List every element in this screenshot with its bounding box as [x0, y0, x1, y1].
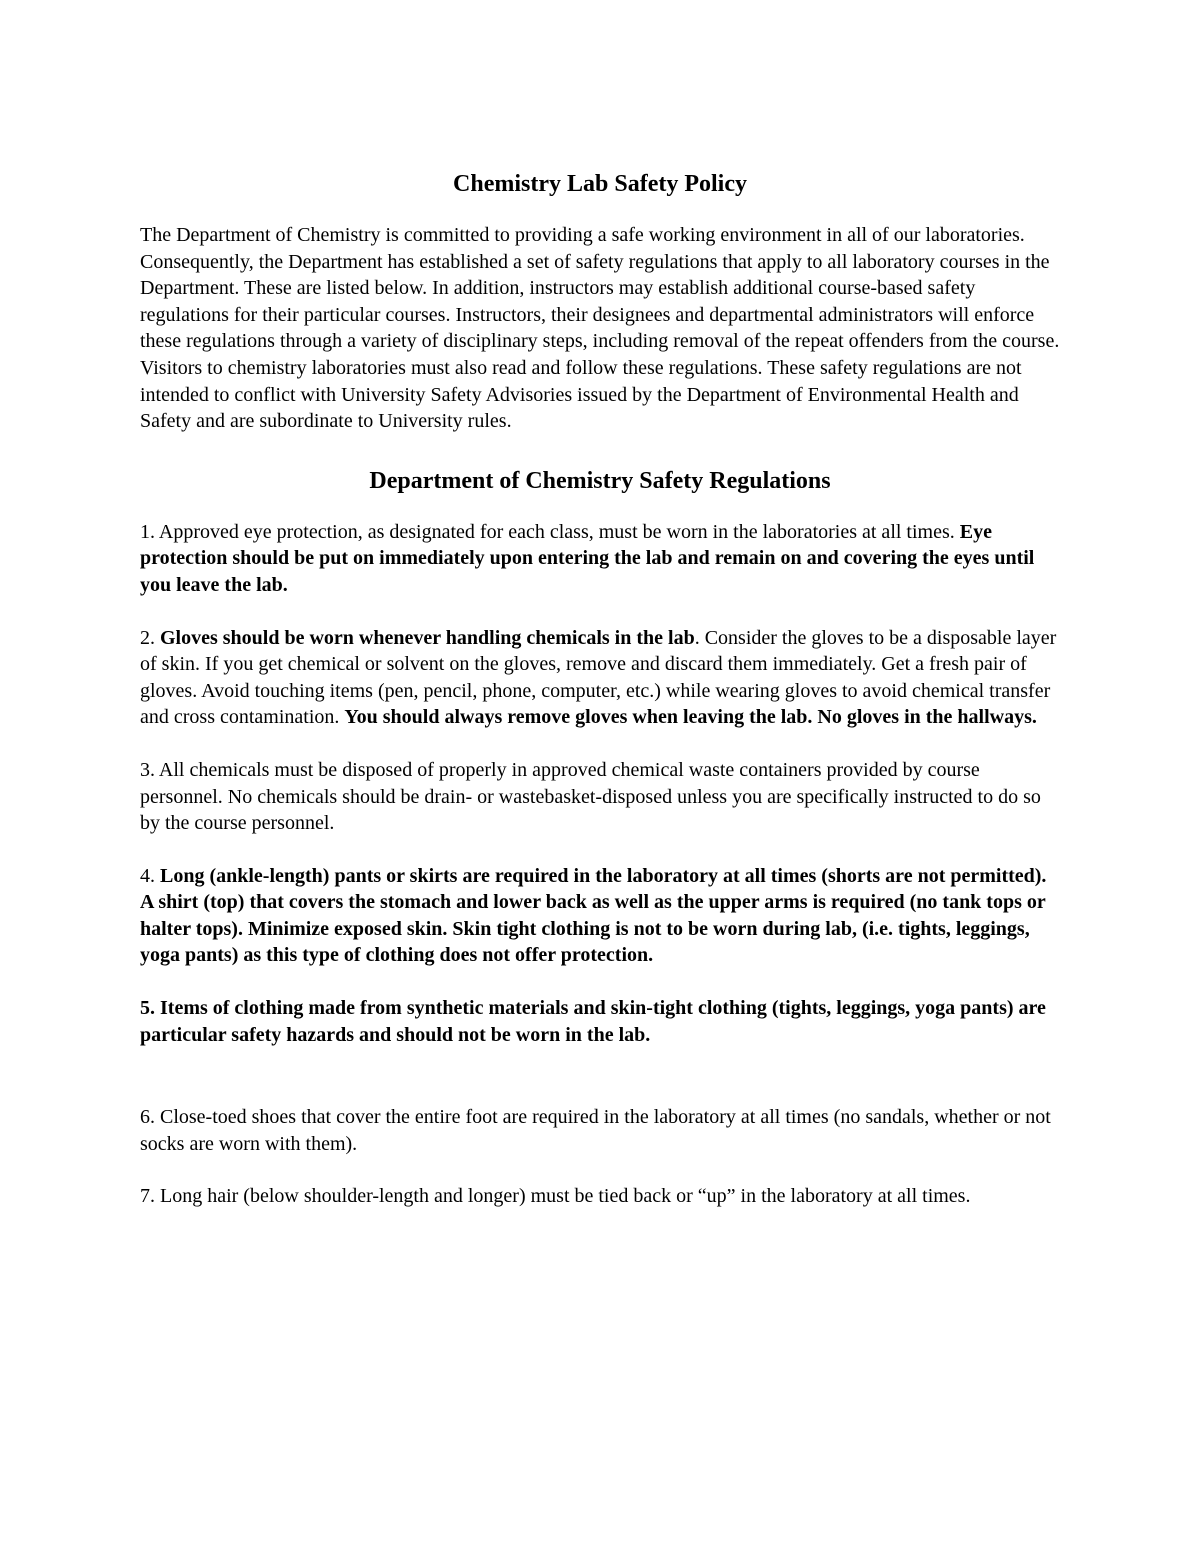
regulation-2 — [140, 625, 1060, 731]
regulation-text: 2. — [140, 626, 160, 649]
regulation-emphasis: You should always remove gloves when leaving the lab. No gloves in the hallways. — [344, 706, 1037, 729]
regulation-emphasis: 5. Items of clothing made from synthetic materials and skin-tight clothing (tights, leggings, yoga pants) are particular safety hazards and should not be worn in the lab. — [140, 997, 1046, 1046]
section-title: Department of Chemistry Safety Regulations — [369, 467, 831, 494]
intro-paragraph: The Department of Chemistry is committed to providing a safe working environment in all of our laboratories. Consequently, the Department has established a set of safety regulations that apply to all laboratory courses in the Department. These are listed below. In addition, instructors may establish additional course-based safety regulations for their particular courses. Instructors, their designees and departmental administrators will enforce these regulations through a variety of disciplinary steps, including removal of the repeat offenders from the course. Visitors to chemistry laboratories must also read and follow these regulations. These safety regulations are not intended to conflict with University Safety Advisories issued by the Department of Environmental Health and Safety and are subordinate to University rules. — [140, 224, 1060, 433]
regulation-7 — [140, 1183, 1060, 1210]
regulation-1 — [140, 519, 1060, 599]
regulation-text: 1. Approved eye protection, as designated for each class, must be worn in the laboratories at all times. — [140, 520, 960, 543]
regulation-4 — [140, 863, 1060, 969]
regulation-text: 3. All chemicals must be disposed of properly in approved chemical waste containers provided by course personnel. No chemicals should be drain- or wastebasket-disposed unless you are specifically instructed to do so by the course personnel. — [140, 758, 1041, 835]
regulation-6 — [140, 1104, 1060, 1157]
regulation-text: 6. Close-toed shoes that cover the entire foot are required in the laboratory at all times (no sandals, whether or not socks are worn with them). — [140, 1106, 1051, 1155]
regulation-text: . Consider the gloves to be a disposable layer of skin. If you get chemical or solvent on the gloves, remove and discard them immediately. Get a fresh pair of gloves. Avoid touching items (pen, pencil, phone, computer, etc.) while wearing gloves to avoid chemical transfer and cross contamination. — [140, 626, 1057, 729]
regulation-emphasis: Eye protection should be put on immediately upon entering the lab and remain on and covering the eyes until you leave the lab. — [140, 520, 1035, 596]
regulation-5 — [140, 995, 1060, 1048]
page-title: Chemistry Lab Safety Policy — [453, 171, 747, 197]
regulation-emphasis: Long (ankle-length) pants or skirts are required in the laboratory at all times (shorts are not permitted). A shirt (top) that covers the stomach and lower back as well as the upper arms is required (no tank tops or halter tops). Minimize exposed skin. Skin tight clothing is not to be worn during lab, (i.e. tights, leggings, yoga pants) as this type of clothing does not offer protection. — [140, 864, 1047, 967]
regulation-emphasis: Gloves should be worn whenever handling chemicals in the lab — [160, 626, 695, 649]
regulation-3 — [140, 757, 1060, 837]
regulation-text: 4. — [140, 864, 160, 887]
regulation-text: 7. Long hair (below shoulder-length and longer) must be tied back or “up” in the laboratory at all times. — [140, 1185, 971, 1208]
